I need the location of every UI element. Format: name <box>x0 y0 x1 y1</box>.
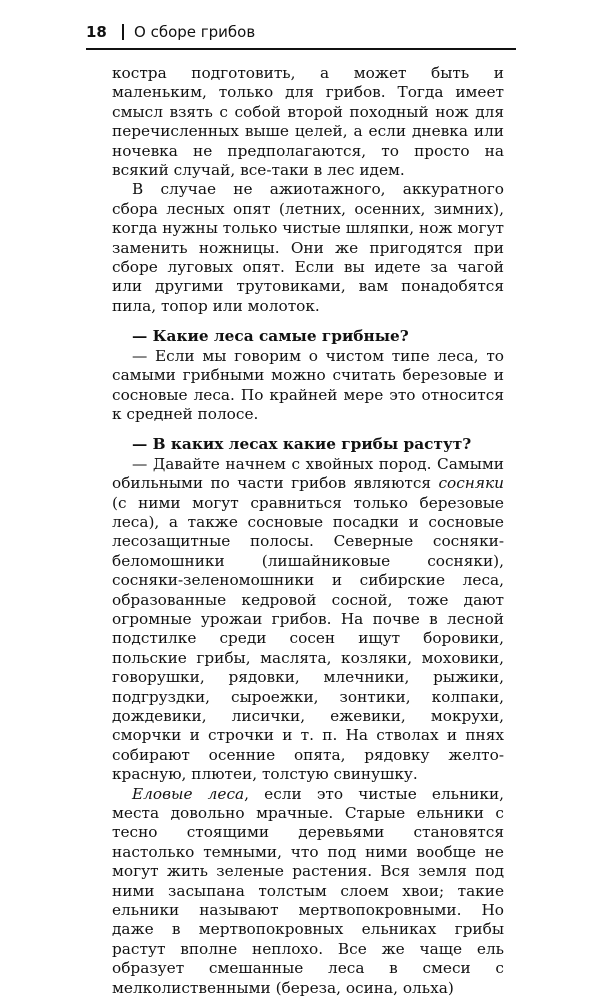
emphasis-term: сосняки <box>438 474 504 493</box>
answer-text: — Давайте начнем с хвойных пород. Самыми обильными по части грибов являются <box>112 454 504 493</box>
answer-paragraph: — Если мы говорим о чистом типе леса, то самыми грибными можно считать березовые и сосновые леса. По крайней мере это относится к средней полосе. <box>112 346 504 423</box>
question-heading: — Какие леса самые грибные? <box>132 327 409 346</box>
section-title: О сборе грибов <box>134 23 256 41</box>
answer-text: (с ними могут сравниться только березовые леса), а также сосновые посадки и сосновые лесозащитные полосы. Северные сосняки-беломошники (лишайниковые сосняки), сосняки-зеленомошники и сибирские леса, образованные кедровой сосной, тоже дают огромные урожаи грибов. На почве в лесной подстилке среди сосен ищут боровики, польские грибы, маслята, козляки, моховики, говорушки, рядовки, млечники, рыжики, подгруздки, сыроежки, зонтики, колпаки, дождевики, лисички, ежевики, мокрухи, сморчки и строчки и т. п. На стволах и пнях собирают осенние опята, рядовку желто-красную, плютеи, толстую свинушку. <box>112 493 504 784</box>
paragraph-text: , если это чистые ельники, места довольно мрачные. Старые ельники с тесно стоящими деревьями становятся настолько темными, что под ними вообще не могут жить зеленые растения. Вся земля под ними засыпана толстым слоем хвои; такие ельники называют мертвопокровными. Но даже в мертвопокровных ельниках грибы растут вполне неплохо. Все же чаще ель образует смешанные леса в смеси с мелколиственными (береза, осина, ольха) <box>112 784 505 997</box>
header-rule <box>86 48 516 50</box>
header-separator <box>122 24 124 40</box>
answer-paragraph <box>112 455 504 785</box>
page-body <box>112 64 504 998</box>
page-number: 18 <box>86 23 107 41</box>
paragraph-spruce <box>112 785 504 998</box>
question-heading: — В каких лесах какие грибы растут? <box>132 435 472 454</box>
emphasis-term: Еловые леса <box>132 784 245 803</box>
running-header <box>86 20 516 48</box>
paragraph-tools: В случае не ажиотажного, аккуратного сбора лесных опят (летних, осенних, зимних), когда нужны только чистые шляпки, нож могут заменить ножницы. Они же пригодятся при сборе луговых опят. Если вы идете за чагой или другими трутовиками, вам понадобятся пила, топор или молоток. <box>112 180 504 315</box>
paragraph-continuation: костра подготовить, а может быть и маленьким, только для грибов. Тогда имеет смысл взять с собой второй походный нож для перечисленных выше целей, а если дневка или ночевка не предполагаются, то просто на всякий случай, все-таки в лес идем. <box>112 64 504 180</box>
